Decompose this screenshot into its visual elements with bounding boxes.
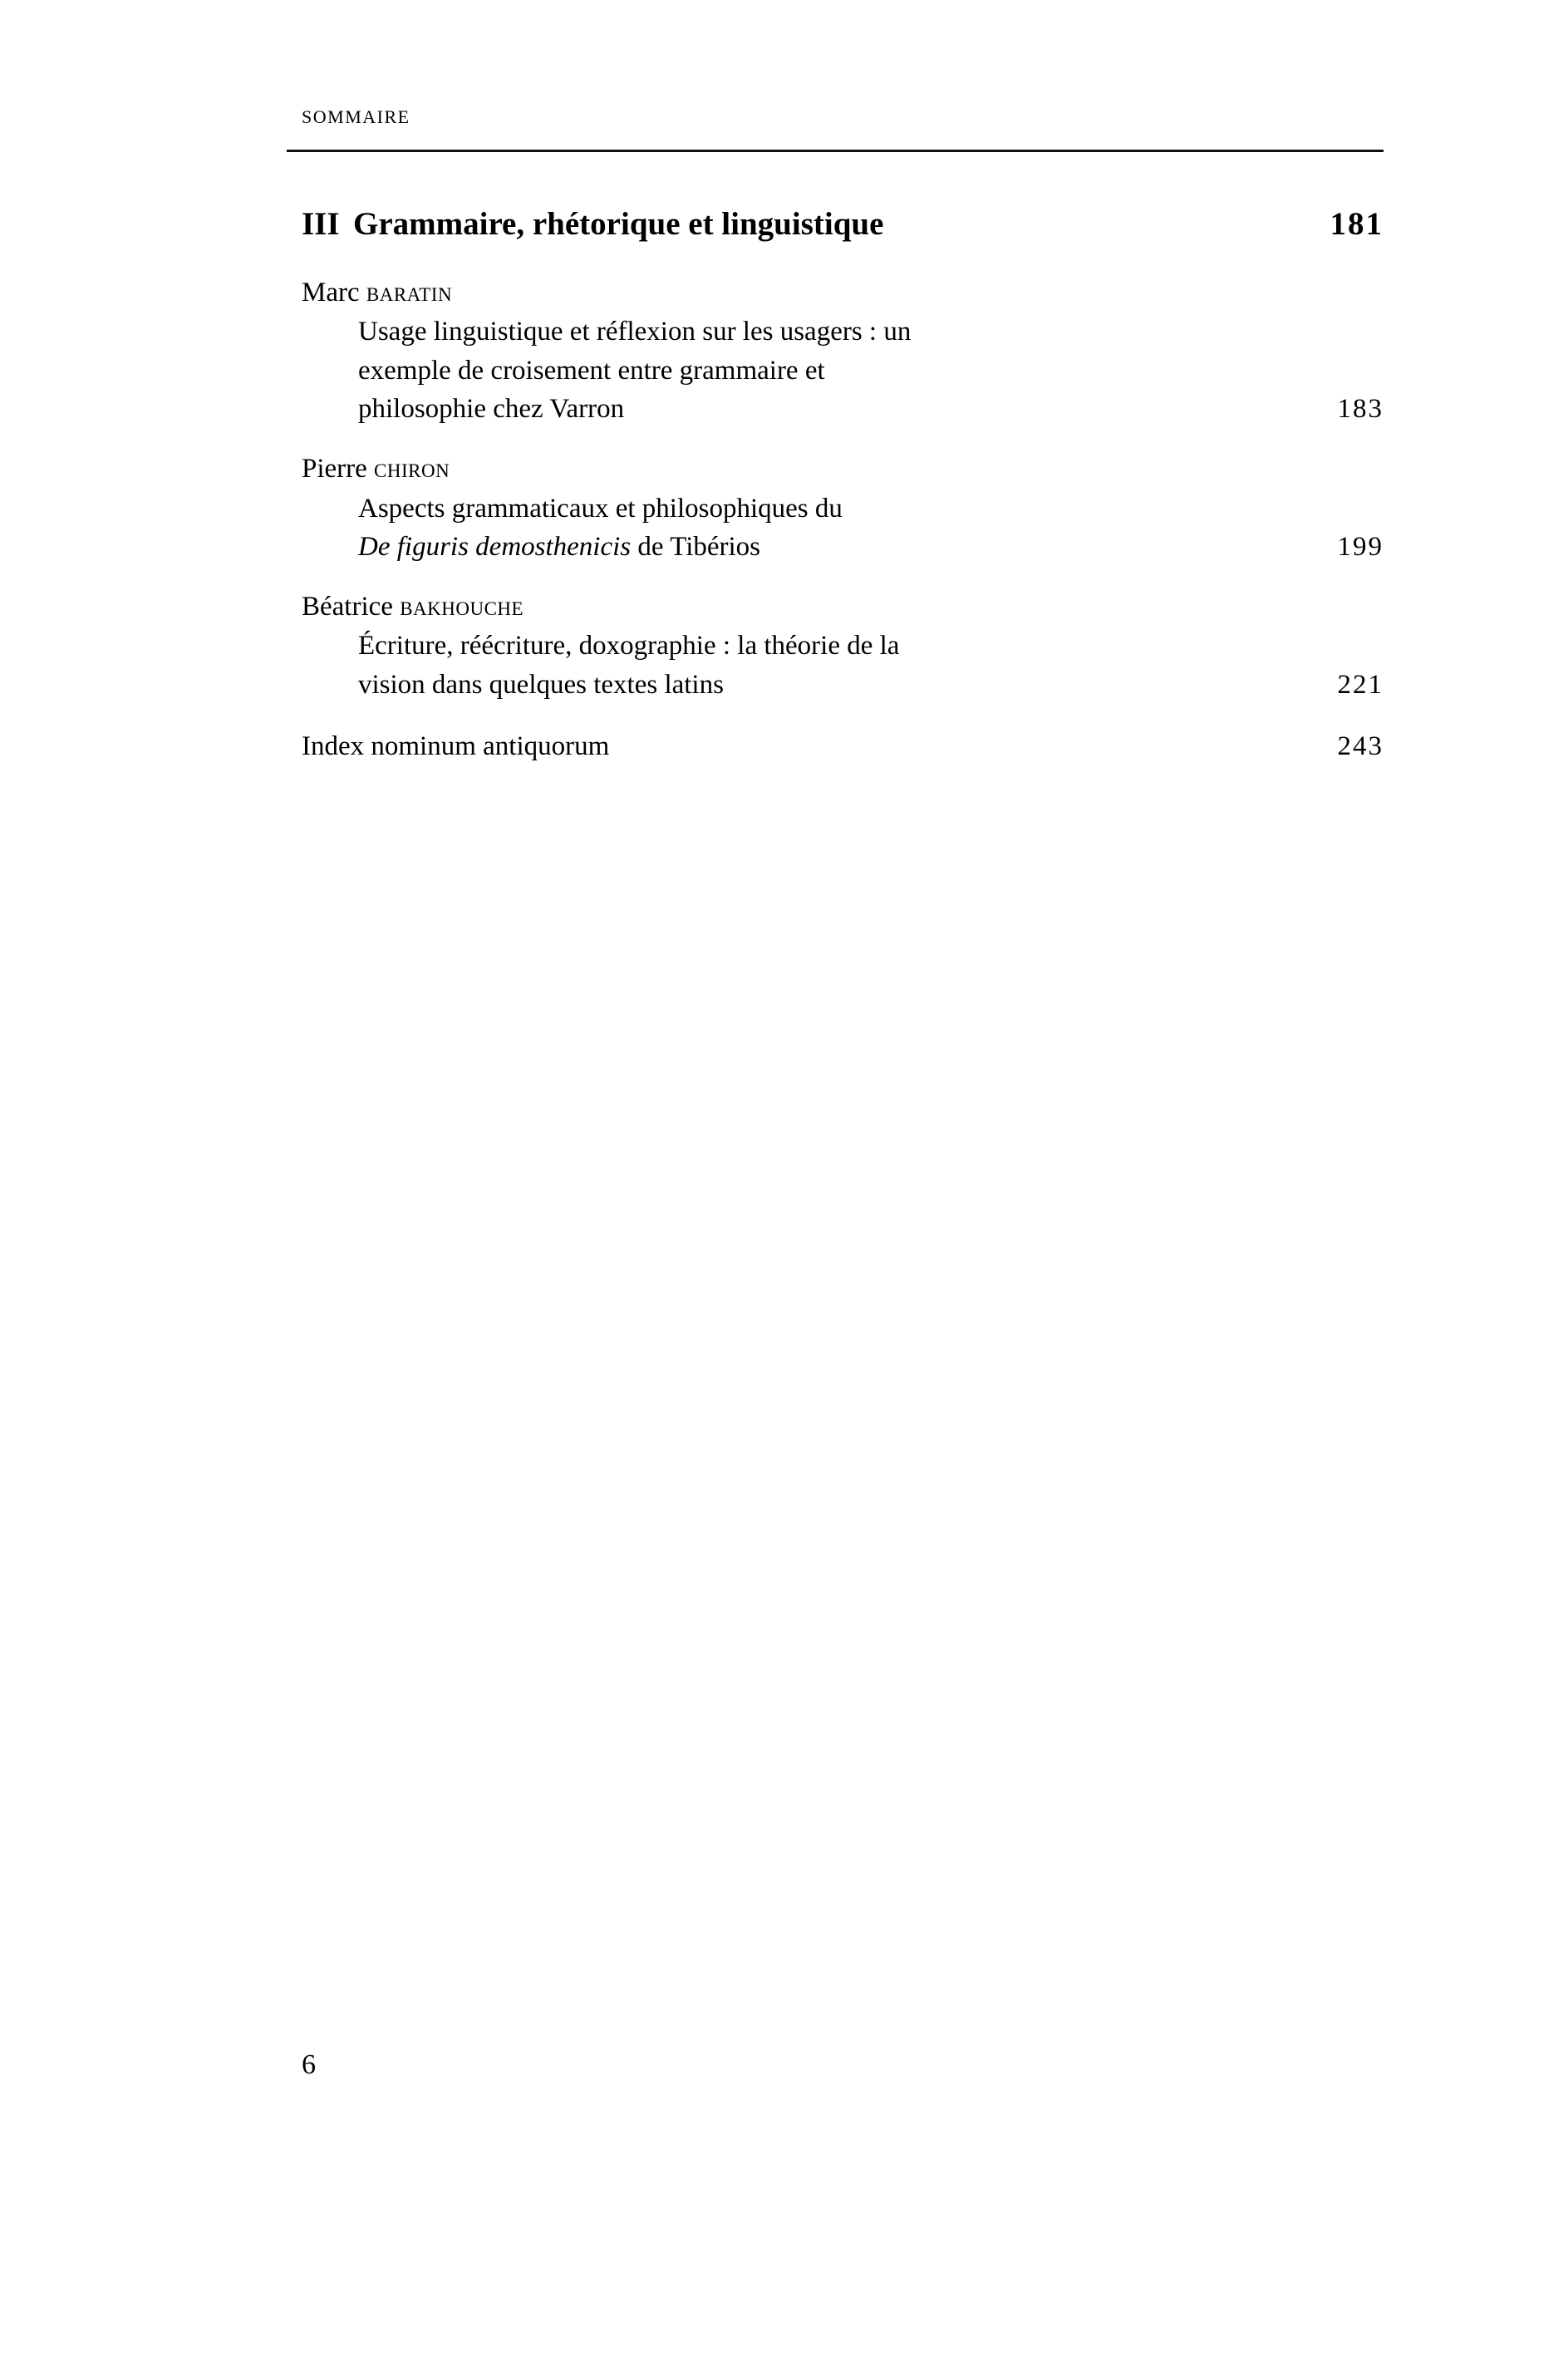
table-of-contents bbox=[302, 204, 1384, 765]
running-head-label: sommaire bbox=[302, 100, 410, 129]
part-page-number: 181 bbox=[1330, 206, 1384, 242]
author-given-name: Marc bbox=[302, 277, 366, 307]
title-text: exemple de croisement entre grammaire et bbox=[358, 355, 825, 386]
entry-author bbox=[302, 451, 1384, 488]
entry-author bbox=[302, 275, 1384, 312]
index-page-number: 243 bbox=[1337, 730, 1384, 761]
author-given-name: Béatrice bbox=[302, 591, 401, 622]
title-line bbox=[358, 390, 1384, 428]
title-text: Aspects grammaticaux et philosophiques du bbox=[358, 493, 843, 524]
title-text: vision dans quelques textes latins bbox=[358, 669, 724, 700]
title-line bbox=[358, 666, 1384, 704]
author-given-name: Pierre bbox=[302, 454, 375, 484]
toc-entry[interactable] bbox=[302, 451, 1384, 566]
entry-page-number: 199 bbox=[1337, 531, 1384, 562]
title-line bbox=[358, 627, 1384, 665]
title-line bbox=[358, 312, 1384, 351]
entry-title bbox=[302, 312, 1384, 428]
toc-index-entry[interactable] bbox=[302, 727, 1384, 765]
running-header bbox=[302, 101, 1384, 127]
part-number: III bbox=[302, 206, 340, 242]
entry-title bbox=[302, 627, 1384, 703]
entry-page-number: 221 bbox=[1337, 669, 1384, 700]
toc-entry[interactable] bbox=[302, 589, 1384, 704]
entry-title bbox=[302, 489, 1384, 566]
title-text: Écriture, réécriture, doxographie : la théorie de la bbox=[358, 631, 900, 662]
title-roman-tail: de Tibérios bbox=[631, 531, 761, 562]
author-surname: baratin bbox=[366, 277, 453, 307]
part-title: Grammaire, rhétorique et linguistique bbox=[353, 206, 884, 242]
toc-part-heading[interactable] bbox=[302, 204, 1384, 245]
title-text: philosophie chez Varron bbox=[358, 393, 625, 424]
author-surname: bakhouche bbox=[400, 591, 524, 622]
index-label: Index nominum antiquorum bbox=[302, 730, 610, 761]
entry-author bbox=[302, 589, 1384, 626]
title-line bbox=[358, 352, 1384, 390]
author-surname: chiron bbox=[374, 454, 450, 484]
title-italic-work: De figuris demosthenicis bbox=[358, 531, 632, 562]
title-text: Usage linguistique et réflexion sur les usagers : un bbox=[358, 317, 912, 347]
title-line bbox=[358, 528, 1384, 566]
folio-number: 6 bbox=[302, 2049, 316, 2080]
entry-page-number: 183 bbox=[1337, 393, 1384, 424]
title-line bbox=[358, 489, 1384, 528]
header-rule bbox=[287, 150, 1384, 152]
toc-entry[interactable] bbox=[302, 275, 1384, 428]
title-text bbox=[358, 528, 1284, 566]
